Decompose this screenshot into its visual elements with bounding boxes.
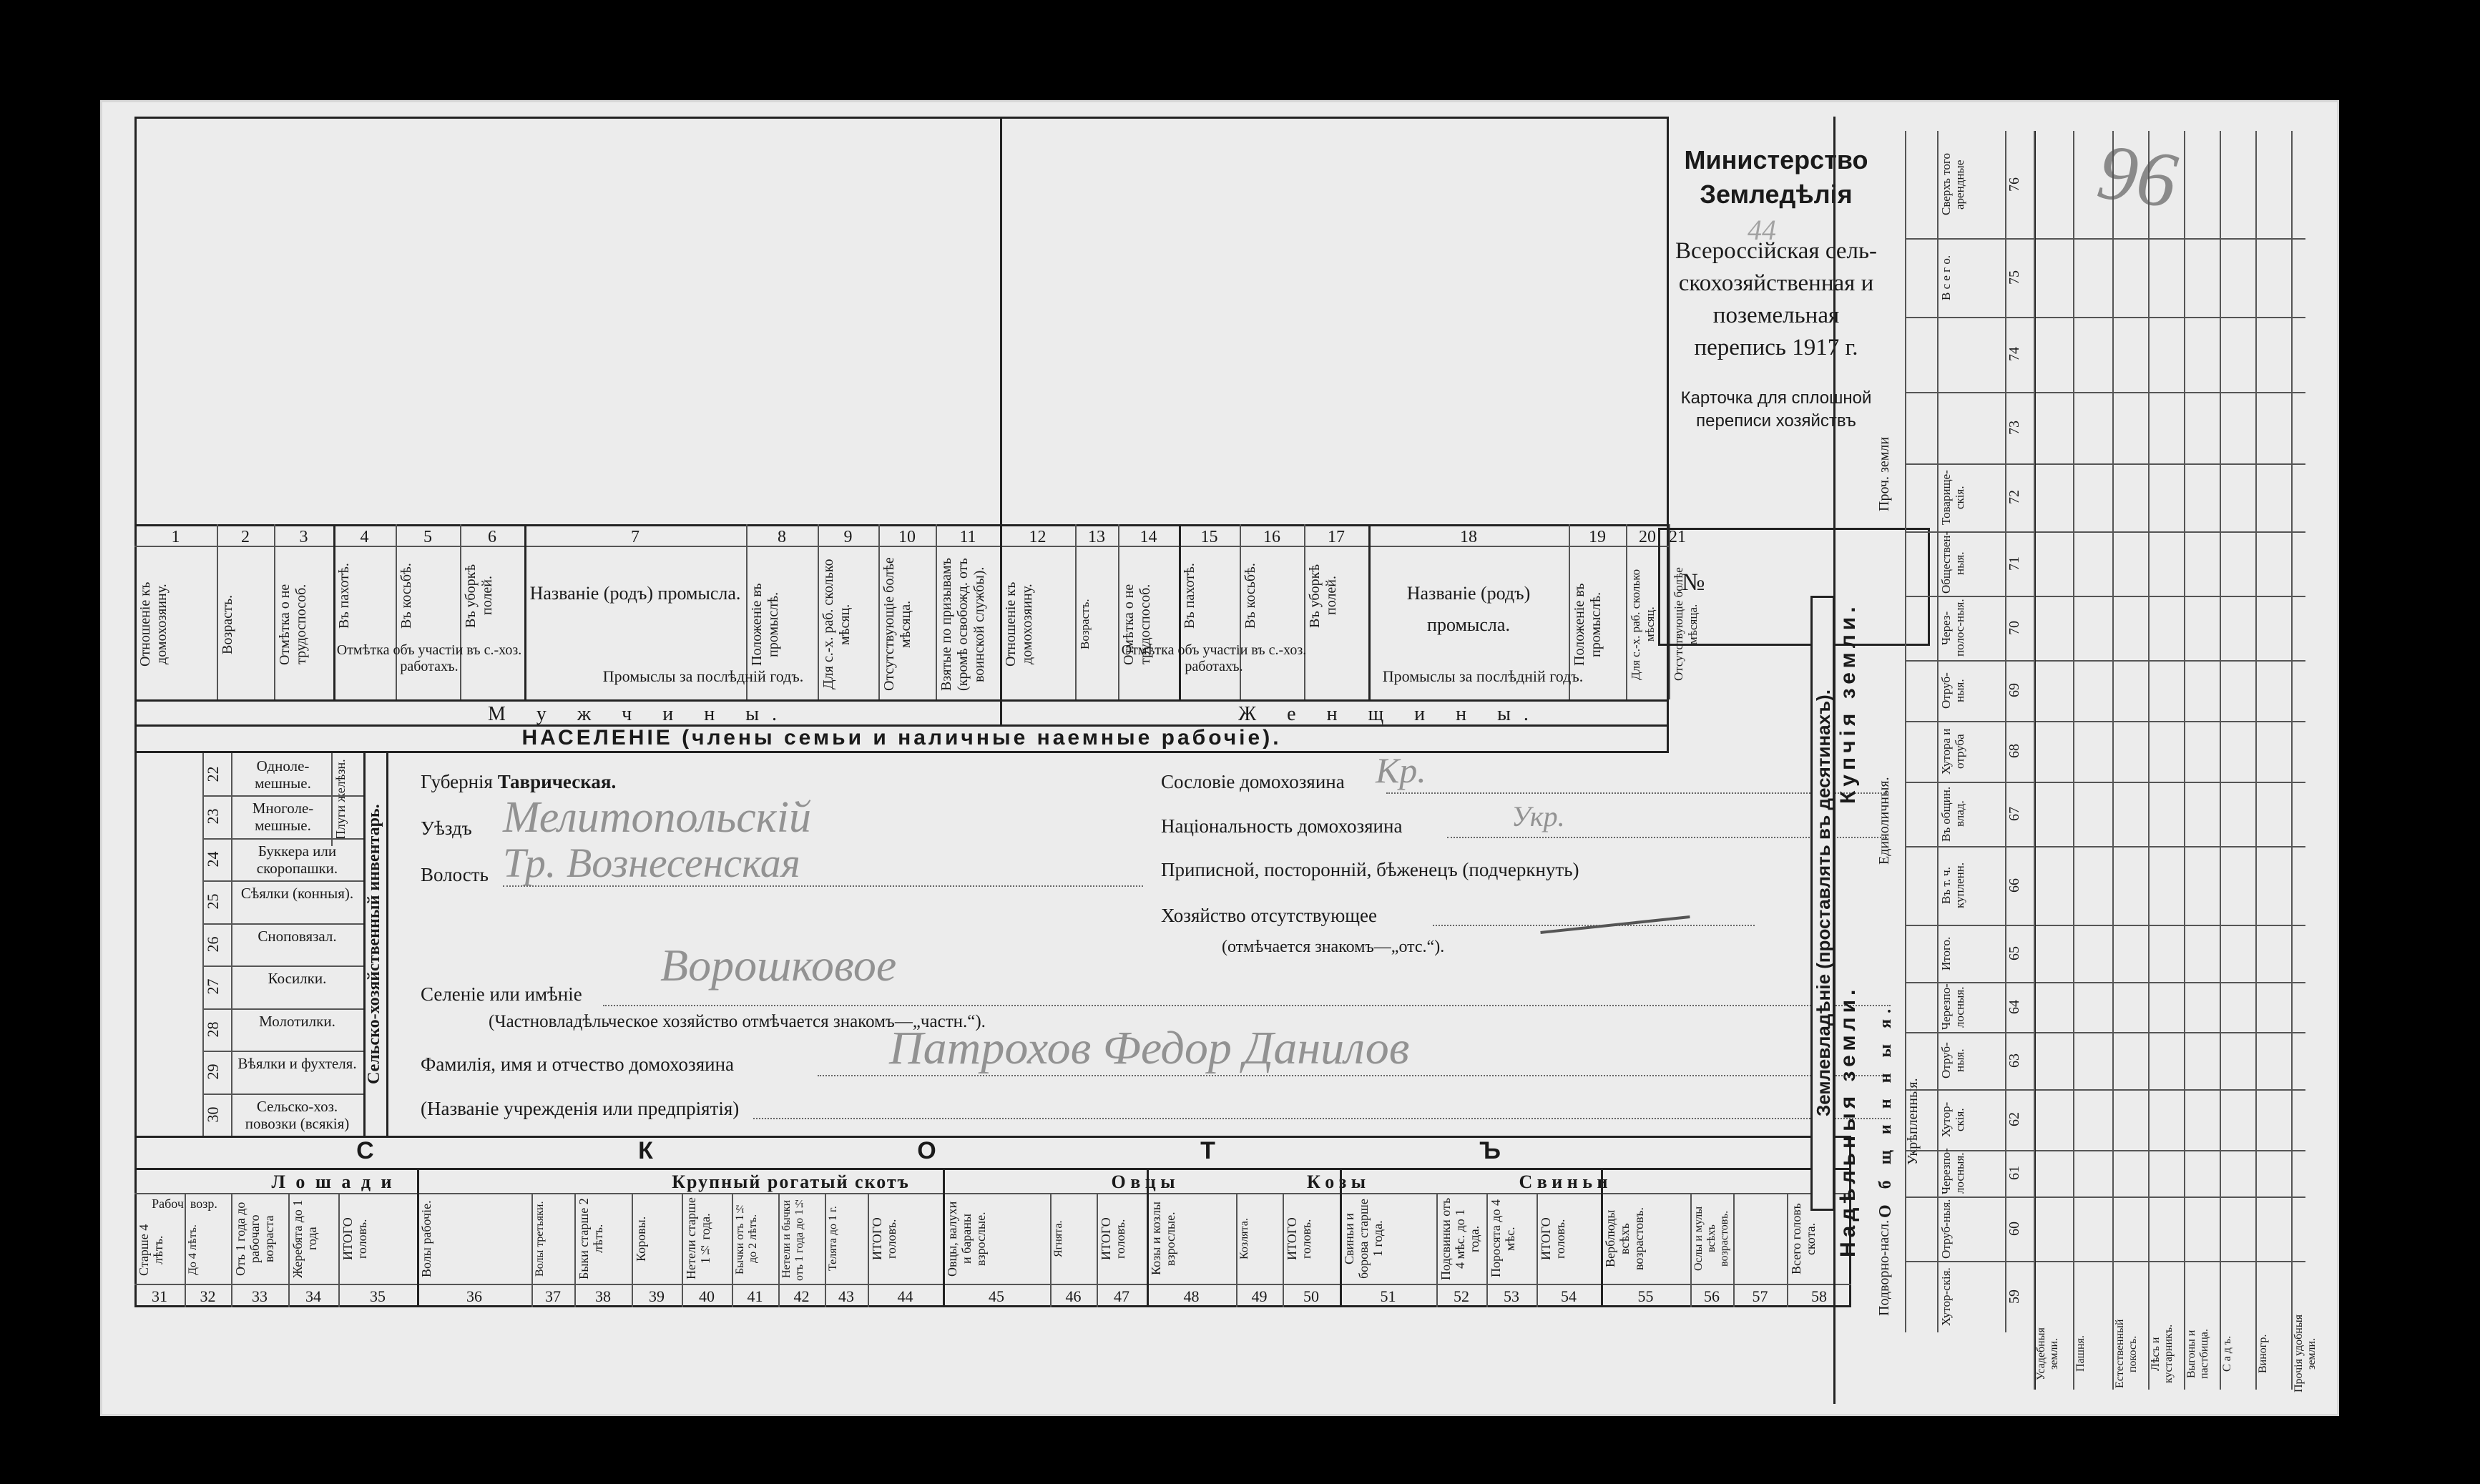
estate-label: Сословіе домохозяина: [1161, 771, 1345, 792]
land-col-label: Отруб-ныя.: [1939, 672, 1966, 709]
inv-row-label: Многоле-мешные.: [252, 800, 314, 835]
pop-col-label: Названіе (родъ) промысла.: [529, 583, 741, 604]
livestock-horses-title: Л о ш а д и: [271, 1171, 395, 1192]
volost-label: Волость: [421, 864, 489, 885]
pop-col-number: 12: [1029, 528, 1047, 546]
stock-col-number: 58: [1811, 1287, 1827, 1305]
census-card: 1 Отношеніе къ домохозяину. 2 Возрастъ. 3 Отмѣтка о не трудоспособ. 4 Въ пахотѣ. 5 Въ косьбѣ. 6 Въ уборкѣ полей. 7 Названіе (родъ) промысла. 8 Положеніе въ промыслѣ. 9 Для с.-х. раб. сколько мѣсяц. 10 Отсутствующіе болѣе мѣсяца. 11 Взятые по призывамъ (кромѣ освобожд. отъ воинской службы). 12 Отношеніе къ домохозяину. 13 Возрастъ. 14 Отмѣтка о не трудоспособ. 15 Въ пахотѣ. 16 Въ косьбѣ. 17 Въ уборкѣ полей. 18 Названіе (родъ) промысла. 19 Положеніе въ промыслѣ. 20 Для с.-х. раб. сколько мѣсяц. 21 Отсутствующіе болѣе мѣсяца. Отмѣтка объ участіи въ с.-хоз. работахъ. Промыслы за послѣдній годъ. Отмѣтка объ участіи въ с.-хоз. работахъ. Промыслы за послѣдній годъ. М у ж ч и н ы. Ж е н щ и н ы. НАСЕЛЕНІЕ (члены семьи и наличные наемные рабочіе). Министерство Земледѣлія 44 Всероссійская сель- скохозяйственная и поземельная перепись 1917 г. Карточка для сплошной переписи хозяйствъ № Плуги желѣзн. Сельско-хозяйственный инвентарь. 22 Одноле-мешные. 23 Многоле-мешные. 24 Буккера или скоропашки. 25 Сѣялки (конныя). 26 Сноповязал. 27 Косилки. 28 Молотилки. 29 Вѣялки и фухтеля. 30 Сельско-хоз. повозки (всякія) Губернія Таврическая. Уѣздъ Мелитопольскій Волость Тр. Вознесенская Ворошковое Селеніе или имѣніе (Частновладѣльческое хозяйство отмѣчается знакомъ—„частн.“). Фамилія, имя и отчество домохозяина Патрохов Федор Данилов (Названіе учрежденія или предпріятія) Сословіе домохозяина Кр. Національность домохозяина Укр. Приписной, посторонній, бѣженецъ (подчеркнуть) Хозяйство отсутствующее (отмѣчается знакомъ—„отс.“). С К О Т Ъ Л о ш а д и Крупный рогатый скотъ О в ц ы К о з ы С в и н ь и Рабоч. возр. 31 Старше 4 лѣтъ. 32 До 4 лѣтъ. 33 Отъ 1 года до рабочаго возраста 34 Жеребята до 1 года 35 ИТОГО головъ. 36 Волы рабочіе. 37 Волы третьяки. 38 Быки старше 2 лѣтъ. 39 Коровы. 40 Нетели старше 1½ года. 41 Бычки отъ 1½ до 2 лѣтъ. 42 Нетели и бычки отъ 1 года до 1½ 43 Телята до 1 г. 44 ИТОГО головъ. 45 Овцы, валухи и бараны взрослые. 46 Ягнята. 47 ИТОГО головъ. 48 Козы и козлы взрослые. 49 Козлята. 50 ИТОГО головъ. 51 Свиньи и борова старше 1 года. 52 Подсвинки отъ 4 мѣс. до 1 года. 53 Поросята до 4 мѣс. 54 ИТОГО головъ. 55 Верблюды всѣхъ возрастовъ. 56 Ослы и мулы всѣхъ возрастовъ. 57 58 Всего головъ скота. Землевладѣніе (проставлять въ десятинахъ). Надѣльныя земли. Купчія земли. О б щ и н н ы я. Укрѣпленныя. Единоличныя. Подворно-насл. Проч. земли 96 59 Хутор-скія. 60 Отруб-ныя. 61 Черезпо-лосныя. 62 Хутор-скія. 63 Отруб-ныя. 64 Черезпо-лосныя. 65 Итого. 66 Въ т. ч. купленн. 67 Въ общин. влад. 68 Хутора и отруба 69 Отруб-ныя. 70 Через-полос-ныя. 71 Обществен-ныя. 72 Товарище-скія. 73 74 75 В с е г о. 76 Сверхъ того арендные Усадебныя земли. Пашня. Естественный покосъ. Лѣсъ и кустарникъ. Выгоны и пастбища. С а д ъ. Виногр. Прочія удобныя земли.: [100, 100, 2339, 1416]
inv-row-number: 30: [204, 1106, 222, 1123]
stock-col-label: Волы рабочіе.: [419, 1200, 433, 1277]
pop-col-number: 7: [631, 528, 639, 546]
pop-col-number: 15: [1200, 528, 1218, 546]
stock-col-number: 31: [152, 1287, 167, 1305]
stock-col-number: 35: [370, 1287, 386, 1305]
pop-col-number: 1: [171, 528, 180, 546]
land-col-number: 60: [2006, 1222, 2022, 1236]
inventory-title: Сельско-хозяйственный инвентарь.: [365, 804, 383, 1085]
pop-col-number: 18: [1460, 528, 1477, 546]
land-bottom-label: Лѣсъ и кустарникъ.: [2150, 1324, 2175, 1384]
pop-col-label: Возрастъ.: [220, 594, 235, 654]
livestock-sheep-title: О в ц ы: [1111, 1171, 1175, 1192]
estate-handwritten: Кр.: [1376, 750, 1426, 790]
stock-col-label: [1735, 1196, 1785, 1281]
inv-row-divider: [202, 880, 363, 882]
land-strip-divider: [2184, 131, 2185, 1390]
land-col-label: Хутор-скія.: [1939, 1101, 1966, 1138]
stock-col-number: 54: [1561, 1287, 1577, 1305]
pop-col-label: Названіе (родъ) промысла.: [1406, 583, 1531, 635]
number-sign: №: [1682, 569, 1705, 596]
land-col-number: 75: [2006, 270, 2022, 285]
land-col-label: [1939, 319, 2004, 390]
land-col-number: 59: [2006, 1289, 2022, 1304]
land-row-divider: [1905, 1032, 2305, 1033]
pop-col-label: Для с.-х. раб. сколько мѣсяц.: [820, 559, 853, 690]
pop-col-number: 4: [360, 528, 369, 546]
stock-col-number: 41: [747, 1287, 763, 1305]
land-col-label: Черезпо-лосныя.: [1939, 1148, 1966, 1194]
land-row-divider: [1905, 1261, 2305, 1262]
pop-col-number: 8: [778, 528, 786, 546]
inv-row-number: 22: [204, 766, 222, 782]
land-col-label: Черезпо-лосныя.: [1939, 983, 1966, 1030]
pop-col-label: Возрастъ.: [1078, 599, 1092, 650]
pop-col-divider: [274, 524, 275, 699]
land-col-number: 74: [2006, 347, 2022, 362]
stock-col-label: Коровы.: [634, 1216, 648, 1262]
stock-col-label: Нетели и бычки отъ 1 года до 1½: [780, 1196, 805, 1281]
land-bottom-label: Естественный покосъ.: [2114, 1319, 2139, 1389]
land-bottom-label: Виногр.: [2257, 1334, 2269, 1374]
stock-col-number: 37: [545, 1287, 561, 1305]
inv-row-label: Буккера или скоропашки.: [256, 842, 338, 877]
pop-col-label: Въ уборкѣ полей.: [463, 564, 495, 628]
stock-col-label: Ягнята.: [1052, 1220, 1064, 1257]
absent-label: Хозяйство отсутствующее: [1161, 905, 1377, 926]
private-note: (Частновладѣльческое хозяйство отмѣчается знакомъ—„частн.“).: [489, 1012, 986, 1031]
land-row-divider: [1905, 721, 2305, 722]
land-row-divider: [1905, 925, 2305, 926]
name-handwritten: Патрохов Федор Данилов: [889, 1022, 1410, 1074]
land-col-number: 64: [2006, 1000, 2022, 1014]
pop-col-number: 19: [1589, 528, 1606, 546]
pop-col-number: 16: [1263, 528, 1280, 546]
stock-col-label: ИТОГО головъ.: [340, 1217, 369, 1260]
land-col-label: Въ общин. влад.: [1939, 786, 1966, 842]
pop-col-number: 17: [1328, 528, 1345, 546]
stock-col-number: 34: [305, 1287, 321, 1305]
crafts-women: Промыслы за послѣдній годъ.: [1382, 667, 1584, 685]
pop-divider: [1000, 117, 1002, 724]
name-label: Фамилія, имя и отчество домохозяина: [421, 1053, 734, 1075]
inv-row-label: Одноле-мешные.: [255, 757, 311, 792]
stock-col-number: 48: [1183, 1287, 1200, 1305]
land-col-number: 66: [2006, 878, 2022, 893]
inv-row-label: Вѣялки и фухтеля.: [237, 1055, 357, 1073]
pop-col-divider: [936, 524, 937, 699]
stock-col-number: 45: [989, 1287, 1004, 1305]
population-banner: НАСЕЛЕНІЕ (члены семьи и наличные наемные рабочіе).: [521, 726, 1282, 750]
census-line4: перепись 1917 г.: [1694, 335, 1858, 360]
land-row-divider: [1905, 1196, 2305, 1198]
land-bottom-label: Пашня.: [2074, 1335, 2087, 1372]
land-row-divider: [1905, 317, 2305, 318]
land-bottom-label: Прочія удобныя земли.: [2293, 1315, 2318, 1393]
stock-col-number: 55: [1637, 1287, 1654, 1305]
uezd-label: Уѣздъ: [421, 817, 472, 839]
pop-col-number: 5: [423, 528, 432, 546]
livestock-cattle-title: Крупный рогатый скотъ: [672, 1171, 910, 1192]
stock-col-label: Волы третьяки.: [534, 1201, 546, 1277]
land-strip-divider: [2255, 131, 2257, 1390]
stock-col-label: ИТОГО головъ.: [870, 1217, 898, 1260]
pop-col-label: Отношеніе къ домохозяину.: [1003, 581, 1035, 667]
land-row-divider: [1905, 531, 2305, 533]
pop-col-label: Отношеніе къ домохозяину.: [137, 581, 170, 667]
pop-col-number: 20: [1639, 528, 1656, 546]
inv-row-number: 23: [204, 809, 222, 825]
inventory-side: Плуги желѣзн.: [333, 759, 348, 840]
stock-col-number: 51: [1380, 1287, 1396, 1305]
stock-col-label: Поросята до 4 мѣс.: [1489, 1199, 1517, 1278]
strengthened-title: Укрѣпленныя.: [1905, 1078, 1921, 1165]
ministry-line1: Министерство: [1684, 145, 1868, 175]
census-line2: скохозяйственная и: [1678, 270, 1874, 296]
land-strip-divider: [2034, 131, 2035, 1390]
pop-col-label: Отсутствующіе болѣе мѣсяца.: [1672, 567, 1700, 682]
land-row-divider: [1905, 1089, 2305, 1091]
land-col-label: Хутор-скія.: [1939, 1267, 1953, 1326]
stock-col-label: Старше 4 лѣтъ.: [137, 1224, 165, 1277]
nation-handwritten: Укр.: [1511, 800, 1565, 832]
inv-row-divider: [202, 795, 363, 797]
inv-row-number: 24: [204, 851, 222, 868]
women-label: Ж е н щ и н ы.: [1238, 703, 1542, 725]
stock-col-number: 44: [897, 1287, 913, 1305]
land-col-label: Отруб-ныя.: [1939, 1199, 1953, 1259]
absent-note: (отмѣчается знакомъ—„отс.“).: [1222, 938, 1445, 956]
stock-col-number: 36: [466, 1287, 482, 1305]
inv-row-label: Молотилки.: [259, 1012, 335, 1030]
inv-row-divider: [202, 923, 363, 925]
pop-col-label: Въ косьбѣ.: [1243, 563, 1258, 629]
stock-col-number: 39: [649, 1287, 665, 1305]
pop-col-label: Для с.-х. раб. сколько мѣсяц.: [1629, 569, 1657, 680]
land-col-number: 70: [2006, 621, 2022, 635]
communal-title: О б щ и н н ы я.: [1876, 1003, 1895, 1219]
stock-col-label: Нетели старше 1½ года.: [684, 1197, 712, 1280]
land-col-number: 61: [2006, 1166, 2022, 1181]
stock-col-label: Козы и козлы взрослые.: [1149, 1202, 1177, 1276]
pop-col-label: Въ уборкѣ полей.: [1307, 564, 1339, 628]
hw-page-number: 96: [2092, 127, 2183, 225]
land-row-divider: [1905, 982, 2305, 983]
land-row-divider: [1905, 392, 2305, 393]
land-col-label: Сверхъ того арендные: [1939, 153, 1966, 216]
stock-col-label: Быки старше 2 лѣтъ.: [577, 1198, 605, 1279]
inv-row-divider: [202, 1094, 363, 1095]
pop-col-number: 3: [299, 528, 308, 546]
other-land-title: Проч. земли: [1876, 436, 1892, 512]
card-line1: Карточка для сплошной: [1680, 388, 1872, 408]
pop-col-number: 9: [843, 528, 853, 546]
inv-row-divider: [202, 1008, 363, 1010]
inv-row-label: Косилки.: [268, 970, 327, 988]
livestock-goats-title: К о з ы: [1306, 1171, 1366, 1192]
volost-handwritten: Тр. Вознесенская: [503, 840, 800, 886]
stock-col-label: До 4 лѣтъ.: [187, 1224, 199, 1276]
inv-row-number: 28: [204, 1021, 222, 1038]
land-row-divider: [1905, 596, 2305, 597]
land-col-label: Товарище-скія.: [1939, 470, 1966, 525]
village-handwritten: Ворошковое: [660, 940, 897, 991]
pop-col-label: Отмѣтка о не трудоспособ.: [1121, 584, 1153, 665]
pop-col-number: 14: [1139, 528, 1157, 546]
stock-col-label: Подсвинки отъ 4 мѣс. до 1 года.: [1439, 1197, 1481, 1280]
inv-row-number: 25: [204, 894, 222, 910]
land-divider: [1937, 131, 1939, 1332]
stock-col-number: 52: [1454, 1287, 1469, 1305]
livestock-title: С К О Т Ъ: [356, 1137, 1629, 1164]
stock-col-label: ИТОГО головъ.: [1099, 1217, 1127, 1260]
land-row-divider: [1905, 463, 2305, 465]
pop-col-label: Положеніе въ промыслѣ.: [1572, 583, 1604, 666]
stock-col-label: Отъ 1 года до рабочаго возраста: [233, 1202, 276, 1276]
stock-col-number: 40: [699, 1287, 715, 1305]
purchased-title: Купчія земли.: [1836, 602, 1860, 804]
land-bottom-label: Усадебныя земли.: [2035, 1327, 2060, 1380]
stock-col-number: 47: [1114, 1287, 1129, 1305]
stock-col-number: 57: [1752, 1287, 1768, 1305]
land-strip-divider: [2291, 131, 2293, 1390]
land-col-label: В с е г о.: [1939, 255, 1953, 300]
land-row-divider: [1905, 238, 2305, 240]
land-col-label: Через-полос-ныя.: [1939, 599, 1966, 657]
stock-col-label: Жеребята до 1 года: [290, 1199, 319, 1278]
land-row-divider: [1905, 1150, 2305, 1151]
resident-label: Приписной, посторонній, бѣженецъ (подчеркнуть): [1161, 859, 1579, 880]
inv-row-number: 29: [204, 1063, 222, 1080]
institution-label: (Названіе учрежденія или предпріятія): [421, 1098, 740, 1119]
stock-col-number: 53: [1504, 1287, 1519, 1305]
pop-col-number: 2: [241, 528, 250, 546]
men-label: М у ж ч и н ы.: [487, 703, 790, 725]
inv-row-label: Сѣялки (конныя).: [240, 885, 354, 903]
stock-col-label: Овцы, валухи и бараны взрослые.: [945, 1201, 988, 1277]
card-line2: переписи хозяйствъ: [1696, 411, 1856, 431]
pop-col-number: 13: [1088, 528, 1105, 546]
crafts-men: Промыслы за послѣдній годъ.: [602, 667, 804, 685]
work-age-label: Рабоч. возр.: [152, 1196, 217, 1211]
stock-col-number: 56: [1704, 1287, 1720, 1305]
census-line1: Всероссійская сель-: [1675, 238, 1878, 264]
stock-col-label: Бычки отъ 1½ до 2 лѣтъ.: [734, 1202, 759, 1275]
stock-col-number: 33: [252, 1287, 268, 1305]
stock-col-number: 32: [200, 1287, 216, 1305]
guberniya-value: Таврическая.: [497, 771, 617, 792]
landholding-title: Землевладѣніе (проставлять въ десятинахъ).: [1810, 596, 1835, 1211]
stock-col-number: 42: [793, 1287, 810, 1305]
village-label: Селеніе или имѣніе: [421, 983, 582, 1005]
land-col-label: [1939, 394, 2004, 461]
pop-col-number: 10: [898, 528, 916, 546]
stock-col-label: ИТОГО головъ.: [1285, 1217, 1313, 1260]
pop-col-number: 6: [488, 528, 496, 546]
land-col-label: Обществен-ныя.: [1939, 531, 1966, 594]
nation-label: Національность домохозяина: [1161, 815, 1403, 837]
household-title: Подворно-насл.: [1876, 1219, 1892, 1317]
land-col-label: Отруб-ныя.: [1939, 1042, 1966, 1079]
stock-col-label: Свиньи и борова старше 1 года.: [1342, 1199, 1385, 1279]
stock-col-number: 49: [1251, 1287, 1268, 1305]
pop-col-label: Взятые по призывамъ (кромѣ освобожд. отъ воинской службы).: [938, 558, 987, 691]
census-line3: поземельная: [1712, 303, 1840, 328]
inv-row-divider: [202, 838, 363, 840]
pop-col-label: Положеніе въ промыслѣ.: [749, 583, 781, 666]
inv-row-label: Сноповязал.: [258, 927, 337, 945]
inv-row-number: 27: [204, 978, 222, 995]
land-col-number: 71: [2006, 556, 2022, 571]
land-col-number: 62: [2006, 1112, 2022, 1127]
land-divider: [1905, 131, 1906, 1332]
land-col-number: 63: [2006, 1053, 2022, 1068]
stock-col-label: ИТОГО головъ.: [1539, 1217, 1567, 1260]
inv-row-label: Сельско-хоз. повозки (всякія): [245, 1097, 350, 1132]
livestock-pigs-title: С в и н ь и: [1519, 1171, 1608, 1192]
pop-col-label: Въ пахотѣ.: [1182, 563, 1197, 629]
stock-col-label: Верблюды всѣхъ возрастовъ.: [1603, 1207, 1646, 1270]
land-col-label: Итого.: [1939, 936, 1953, 971]
participation-women: Отмѣтка объ участіи въ с.-хоз. работахъ.: [1121, 642, 1307, 674]
guberniya-label: Губернія Таврическая.: [421, 771, 617, 792]
land-col-number: 69: [2006, 683, 2022, 698]
stock-col-number: 50: [1303, 1287, 1319, 1305]
participation-men: Отмѣтка объ участіи въ с.-хоз. работахъ.: [336, 642, 522, 674]
land-row-divider: [1905, 846, 2305, 847]
inv-row-divider: [202, 965, 363, 967]
land-bottom-label: С а д ъ.: [2221, 1335, 2233, 1372]
inv-row-number: 26: [204, 936, 222, 953]
land-col-number: 68: [2006, 744, 2022, 759]
pop-col-divider: [1075, 524, 1077, 699]
land-col-number: 67: [2006, 807, 2022, 821]
uezd-handwritten: Мелитопольскій: [503, 793, 812, 842]
pop-col-label: Отмѣтка о не трудоспособ.: [277, 584, 309, 665]
stock-col-number: 43: [838, 1287, 854, 1305]
land-row-divider: [1905, 782, 2305, 783]
stock-col-label: Козлята.: [1238, 1218, 1250, 1259]
land-col-number: 72: [2006, 490, 2022, 505]
pop-col-label: Въ косьбѣ.: [398, 563, 414, 629]
allotment-title: Надѣльныя земли.: [1836, 985, 1860, 1258]
land-col-label: Въ т. ч. купленн.: [1939, 862, 1966, 909]
stock-col-label: Ослы и мулы всѣхъ возрастовъ.: [1692, 1206, 1730, 1272]
pop-col-label: Отсутствующіе болѣе мѣсяца.: [881, 557, 913, 692]
pop-col-divider: [217, 524, 218, 699]
stock-col-label: Всего головъ скота.: [1789, 1203, 1818, 1274]
stock-col-number: 38: [595, 1287, 611, 1305]
land-col-number: 76: [2006, 177, 2022, 192]
land-row-divider: [1905, 660, 2305, 662]
ministry-line2: Земледѣлія: [1700, 180, 1853, 209]
stock-col-number: 46: [1065, 1287, 1082, 1305]
inv-row-divider: [202, 1051, 363, 1052]
land-col-number: 65: [2006, 946, 2022, 960]
land-strip-divider: [2148, 131, 2150, 1390]
pop-col-label: Въ пахотѣ.: [336, 563, 352, 629]
pop-col-number: 11: [959, 528, 976, 546]
land-bottom-label: Выгоны и пастбища.: [2185, 1329, 2210, 1379]
stock-col-label: Телята до 1 г.: [827, 1206, 839, 1272]
land-col-number: 73: [2006, 421, 2022, 435]
land-strip-divider: [2220, 131, 2221, 1390]
single-title: Единоличныя.: [1876, 777, 1892, 865]
land-col-label: Хутора и отруба: [1939, 728, 1966, 775]
land-strip-divider: [2073, 131, 2074, 1390]
hw-number: 44: [1748, 214, 1776, 246]
land-strip-divider: [2112, 131, 2114, 1390]
